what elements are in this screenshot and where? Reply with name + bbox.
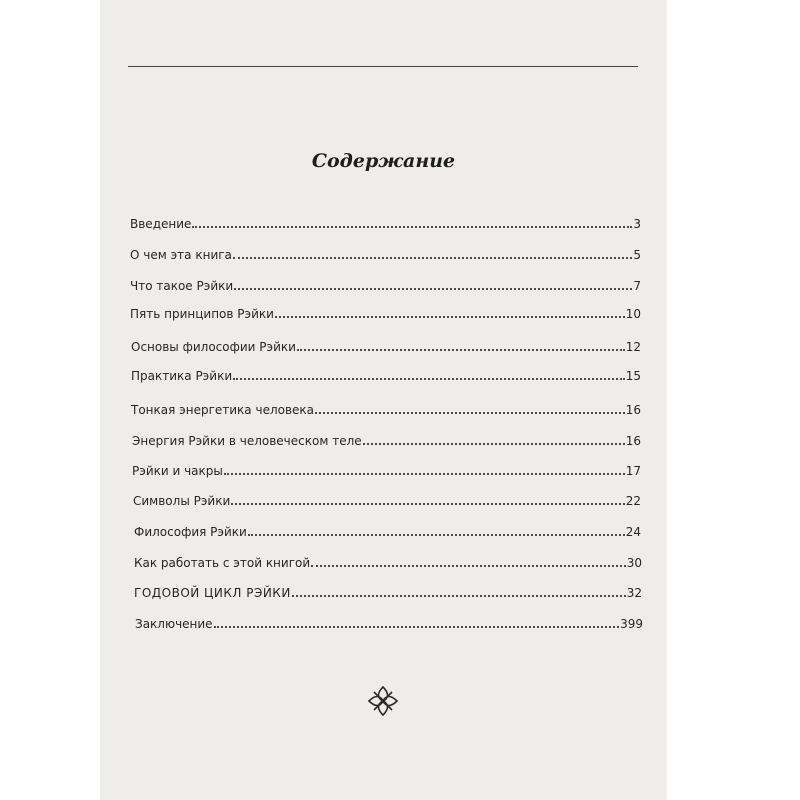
toc-entry-label: Что такое Рэйки (130, 279, 234, 293)
toc-entry (132, 428, 641, 448)
toc-entry-label: Введение (130, 217, 192, 231)
toc-entry-page: 32 (626, 586, 642, 600)
dot-leader (192, 226, 632, 228)
toc-entry-label: ГОДОВОЙ ЦИКЛ РЭЙКИ (134, 586, 291, 600)
toc-entry (134, 550, 642, 570)
toc-entry-page: 10 (625, 307, 641, 321)
toc-entry-page: 5 (633, 248, 641, 262)
toc-entry (130, 211, 641, 231)
dot-leader (248, 534, 625, 536)
toc-entry-label: О чем эта книга (130, 248, 232, 262)
toc-entry-page: 22 (625, 494, 641, 508)
dot-leader (315, 412, 625, 414)
toc-entry (134, 580, 642, 600)
toc-entry (131, 363, 641, 383)
dot-leader (297, 349, 625, 351)
toc-entry-page: 15 (625, 369, 641, 383)
dot-leader (224, 473, 625, 475)
dot-leader (231, 503, 624, 505)
toc-entry-label: Философия Рэйки (134, 525, 247, 539)
toc-entry-page: 30 (626, 556, 642, 570)
toc-entry-page: 16 (625, 403, 641, 417)
toc-entry-page: 12 (625, 340, 641, 354)
toc-entry-page: 17 (625, 464, 641, 478)
toc-entry-label: Практика Рэйки (131, 369, 233, 383)
toc-entry-label: Заключение (135, 617, 213, 631)
dot-leader (363, 443, 625, 445)
dot-leader (214, 626, 620, 628)
toc-entry-page: 24 (625, 525, 641, 539)
toc-entry (131, 334, 641, 354)
dot-leader (275, 316, 625, 318)
toc-entry-label: Как работать с этой книгой (134, 556, 311, 570)
toc-entry-label: Символы Рэйки (133, 494, 231, 508)
toc-entry-page: 16 (625, 434, 641, 448)
page-title: Содержание (311, 150, 456, 172)
toc-entry-page: 399 (620, 617, 643, 631)
toc-entry-label: Пять принципов Рэйки (130, 307, 274, 321)
toc-entry (132, 458, 641, 478)
toc-entry (130, 301, 641, 321)
dot-leader (292, 595, 626, 597)
toc-entry-label: Основы философии Рэйки (131, 340, 296, 354)
toc-entry (135, 611, 643, 631)
toc-entry (134, 519, 641, 539)
floral-ornament-icon (366, 684, 400, 718)
book-page (100, 0, 667, 800)
table-of-contents (100, 0, 667, 800)
toc-entry (133, 488, 641, 508)
toc-entry (130, 242, 641, 262)
dot-leader (233, 257, 632, 259)
toc-entry-label: Рэйки и чакры (132, 464, 223, 478)
toc-entry-label: Тонкая энергетика человека (131, 403, 315, 417)
toc-entry (131, 397, 641, 417)
dot-leader (234, 288, 632, 290)
toc-entry (130, 273, 641, 293)
dot-leader (311, 565, 626, 567)
dot-leader (233, 378, 625, 380)
toc-entry-page: 7 (633, 279, 641, 293)
toc-entry-label: Энергия Рэйки в человеческом теле (132, 434, 362, 448)
toc-entry-page: 3 (633, 217, 641, 231)
